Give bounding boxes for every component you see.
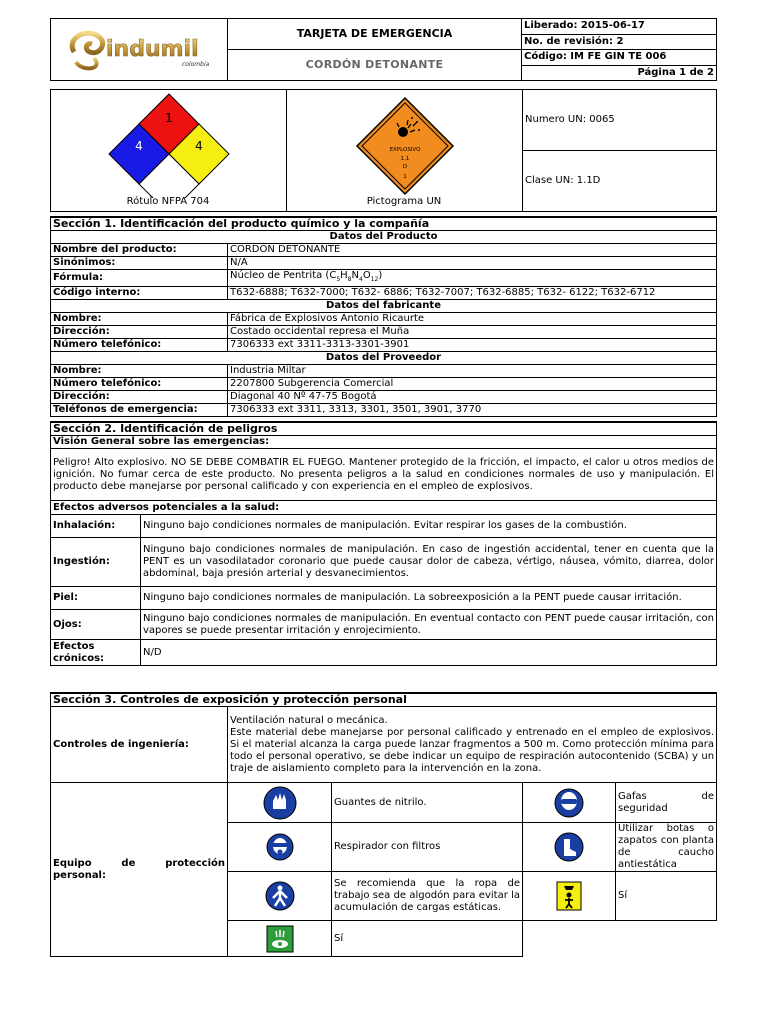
- boots-icon: [553, 831, 585, 863]
- released-date: Liberado: 2015-06-17: [522, 19, 717, 35]
- goggles-icon-cell: [523, 783, 616, 823]
- emergency-phones-label: Teléfonos de emergencia:: [51, 404, 228, 417]
- page-number: Página 1 de 2: [522, 65, 717, 81]
- protective-clothing-icon: [264, 880, 296, 912]
- ppe-label: Equipo de protección personal:: [51, 783, 228, 957]
- un-picto-class: 1: [402, 174, 407, 180]
- pictogram-block: [50, 89, 716, 212]
- supplier-address-label: Dirección:: [51, 391, 228, 404]
- nfpa-704-diamond: [107, 92, 231, 198]
- engineering-controls-line1: Ventilación natural o mecánica.: [230, 714, 388, 726]
- ppe-empty: [523, 921, 717, 957]
- nfpa-reactivity-value: 4: [194, 139, 203, 153]
- nfpa-label: Rótulo NFPA 704: [126, 196, 210, 207]
- un-class: Clase UN: 1.1D: [523, 151, 717, 212]
- internal-code-label: Código interno:: [51, 287, 228, 300]
- gloves-text: Guantes de nitrilo.: [332, 783, 523, 823]
- supplier-data-header: Datos del Proveedor: [51, 352, 717, 365]
- emergency-overview-title: Visión General sobre las emergencias:: [51, 436, 717, 449]
- product-data-header: Datos del Producto: [51, 231, 717, 244]
- un-picto-division: 1.1: [400, 156, 409, 162]
- revision-number: No. de revisión: 2: [522, 34, 717, 50]
- eyes-label: Ojos:: [51, 610, 141, 640]
- supplier-phone-label: Número telefónico:: [51, 378, 228, 391]
- supplier-name-label: Nombre:: [51, 365, 228, 378]
- engineering-controls-line2: Este material debe manejarse por personal calificado y entrenado en el empleo de explosivos. Si el material alcanza la carga puede lanzar fragmentos a 500 m. Como protección mínima para todo el personal operativo, se debe indicar un equipo de respiración autocontenido (SCBA) y un traje de aislamiento completo para la intervención en la zona.: [230, 726, 715, 774]
- section-1-title: Sección 1. Identificación del producto químico y la compañía: [51, 217, 717, 231]
- logo-text: indumil: [106, 36, 199, 62]
- section-2-title: Sección 2. Identificación de peligros: [51, 422, 717, 436]
- supplier-address-value: Diagonal 40 Nº 47-75 Bogotá: [228, 391, 717, 404]
- emergency-overview-text: Peligro! Alto explosivo. NO SE DEBE COMBATIR EL FUEGO. Mantener protegido de la fricción, el impacto, el calor u otros medios de ignición. No fumar cerca de este producto. No presenta peligros a la salud en condiciones normales de uso y manipulación. El producto debe manejarse por personal calificado y con experiencia en el empleo de explosivos.: [51, 449, 717, 501]
- safety-shower-icon: [556, 881, 582, 911]
- internal-code-value: T632-6888; T632-7000; T632- 6886; T632-7007; T632-6885; T632- 6122; T632-6712: [228, 287, 717, 300]
- goggles-text: Gafas de seguridad: [616, 783, 717, 823]
- section-1: [50, 216, 716, 417]
- maker-address-value: Costado occidental represa el Muña: [228, 326, 717, 339]
- maker-name-label: Nombre:: [51, 313, 228, 326]
- maker-phone-label: Número telefónico:: [51, 339, 228, 352]
- nfpa-flammability-value: 1: [164, 111, 173, 125]
- formula-label: Fórmula:: [51, 270, 228, 287]
- nfpa-cell: [51, 90, 287, 212]
- inhalation-label: Inhalación:: [51, 515, 141, 538]
- doc-title: TARJETA DE EMERGENCIA: [228, 19, 522, 50]
- un-explosive-pictogram: [353, 96, 457, 196]
- maker-phone-value: 7306333 ext 3311-3313-3301-3901: [228, 339, 717, 352]
- logo: [51, 19, 228, 81]
- eyewash-icon: [266, 925, 294, 953]
- clothing-text: Se recomienda que la ropa de trabajo sea de algodón para evitar la acumulación de cargas estáticas.: [332, 872, 523, 921]
- gloves-icon: [262, 785, 298, 821]
- un-cell: [287, 90, 523, 212]
- synonyms-label: Sinónimos:: [51, 257, 228, 270]
- ingestion-label: Ingestión:: [51, 538, 141, 587]
- chronic-label: Efectos crónicos:: [51, 640, 141, 666]
- indumil-logo: [64, 22, 214, 74]
- un-label: Pictograma UN: [366, 196, 442, 207]
- engineering-controls-label: Controles de ingeniería:: [51, 707, 228, 783]
- emergency-phones-value: 7306333 ext 3311, 3313, 3301, 3501, 3901, 3770: [228, 404, 717, 417]
- goggles-icon: [553, 787, 585, 819]
- gloves-icon-cell: [228, 783, 332, 823]
- maker-address-label: Dirección:: [51, 326, 228, 339]
- inhalation-value: Ninguno bajo condiciones normales de manipulación. Evitar respirar los gases de la combustión.: [141, 515, 717, 538]
- product-name-label: Nombre del producto:: [51, 244, 228, 257]
- shower-icon-cell: [523, 872, 616, 921]
- maker-name-value: Fábrica de Explosivos Antonio Ricaurte: [228, 313, 717, 326]
- skin-value: Ninguno bajo condiciones normales de manipulación. La sobreexposición a la PENT puede causar irritación.: [141, 587, 717, 610]
- shower-text: Sí: [616, 872, 717, 921]
- boots-text: Utilizar botas o zapatos con planta de caucho antiestática: [616, 823, 717, 872]
- eyewash-text: Sí: [332, 921, 523, 957]
- formula-value: Núcleo de Pentrita $(C_5H_8N_4O_{12})$: [228, 270, 717, 287]
- boots-icon-cell: [523, 823, 616, 872]
- doc-code: Código: IM FE GIN TE 006: [522, 50, 717, 66]
- ingestion-value: Ninguno bajo condiciones normales de manipulación. En caso de ingestión accidental, tener en cuenta que la PENT es un vasodilatador coronario que puede causar dolor de cabeza, vértigo, náusea, vómito, diarrea, dolor abdominal, baja presión arterial y desvanecimientos.: [141, 538, 717, 587]
- un-number: Numero UN: 0065: [523, 90, 717, 151]
- un-picto-group: D: [402, 164, 407, 170]
- eyewash-icon-cell: [228, 921, 332, 957]
- engineering-controls-value: [228, 707, 717, 783]
- synonyms-value: N/A: [228, 257, 717, 270]
- supplier-name-value: Industria Miltar: [228, 365, 717, 378]
- section-3: [50, 692, 716, 957]
- section-2: [50, 421, 716, 666]
- supplier-phone-value: 2207800 Subgerencia Comercial: [228, 378, 717, 391]
- product-name-value: CORDÓN DETONANTE: [228, 244, 717, 257]
- un-picto-word: EXPLOSIVO: [389, 147, 420, 153]
- clothing-icon-cell: [228, 872, 332, 921]
- chronic-value: N/D: [141, 640, 717, 666]
- respirator-icon: [265, 832, 295, 862]
- health-effects-title: Efectos adversos potenciales a la salud:: [51, 501, 717, 515]
- header-block: [50, 18, 716, 81]
- nfpa-health-value: 4: [134, 139, 143, 153]
- section-3-title: Sección 3. Controles de exposición y protección personal: [51, 693, 717, 707]
- maker-data-header: Datos del fabricante: [51, 300, 717, 313]
- skin-label: Piel:: [51, 587, 141, 610]
- respirator-text: Respirador con filtros: [332, 823, 523, 872]
- eyes-value: Ninguno bajo condiciones normales de manipulación. En eventual contacto con PENT puede causar irritación, con vapores se puede presentar irritación y enrojecimiento.: [141, 610, 717, 640]
- logo-sub: colombia: [182, 60, 210, 68]
- doc-subtitle: CORDÓN DETONANTE: [228, 50, 522, 81]
- respirator-icon-cell: [228, 823, 332, 872]
